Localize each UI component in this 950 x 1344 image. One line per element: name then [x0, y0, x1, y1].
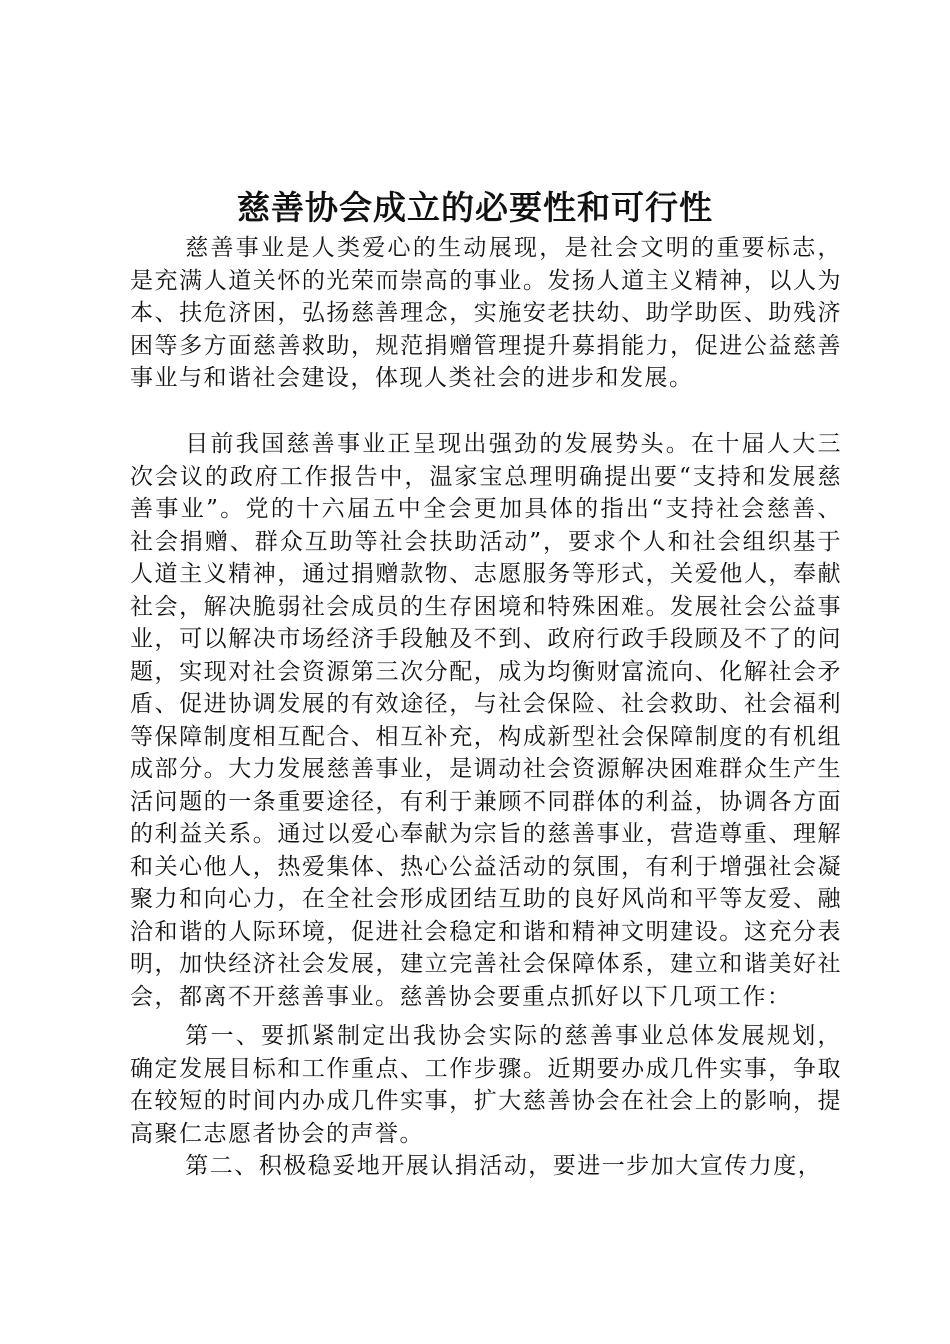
- paragraph-item-first: 第一、要抓紧制定出我协会实际的慈善事业总体发展规划，确定发展目标和工作重点、工作步骤。近期要办成几件实事，争取在较短的时间内办成几件实事，扩大慈善协会在社会上的影响，提高聚仁志愿者协会的声誉。: [130, 1023, 842, 1147]
- paragraph-item-second: 第二、积极稳妥地开展认捐活动，要进一步加大宣传力度，: [185, 1153, 823, 1179]
- document-title: 慈善协会成立的必要性和可行性: [237, 188, 713, 227]
- paragraph-intro: 慈善事业是人类爱心的生动展现，是社会文明的重要标志，是充满人道关怀的光荣而崇高的事业。发扬人道主义精神，以人为本、扶危济困，弘扬慈善理念，实施安老扶幼、助学助医、助残济困等多方面慈善救助，规范捐赠管理提升募捐能力，促进公益慈善事业与和谐社会建设，体现人类社会的进步和发展。: [130, 235, 842, 391]
- paragraph-current-situation: 目前我国慈善事业正呈现出强劲的发展势头。在十届人大三次会议的政府工作报告中，温家宝总理明确提出要“支持和发展慈善事业”。党的十六届五中全会更加具体的指出“支持社会慈善、社会捐赠、群众互助等社会扶助活动”，要求个人和社会组织基于人道主义精神，通过捐赠款物、志愿服务等形式，关爱他人，奉献社会，解决脆弱社会成员的生存困境和特殊困难。发展社会公益事业，可以解决市场经济手段触及不到、政府行政手段顾及不了的问题，实现对社会资源第三次分配，成为均衡财富流向、化解社会矛盾、促进协调发展的有效途径，与社会保险、社会救助、社会福利等保障制度相互配合、相互补充，构成新型社会保障制度的有机组成部分。大力发展慈善事业，是调动社会资源解决困难群众生产生活问题的一条重要途径，有利于兼顾不同群体的利益，协调各方面的利益关系。通过以爱心奉献为宗旨的慈善事业，营造尊重、理解和关心他人，热爱集体、热心公益活动的氛围，有利于增强社会凝聚力和向心力，在全社会形成团结互助的良好风尚和平等友爱、融洽和谐的人际环境，促进社会稳定和谐和精神文明建设。这充分表明，加快经济社会发展，建立完善社会保障体系，建立和谐美好社会，都离不开慈善事业。慈善协会要重点抓好以下几项工作：: [130, 431, 842, 1010]
